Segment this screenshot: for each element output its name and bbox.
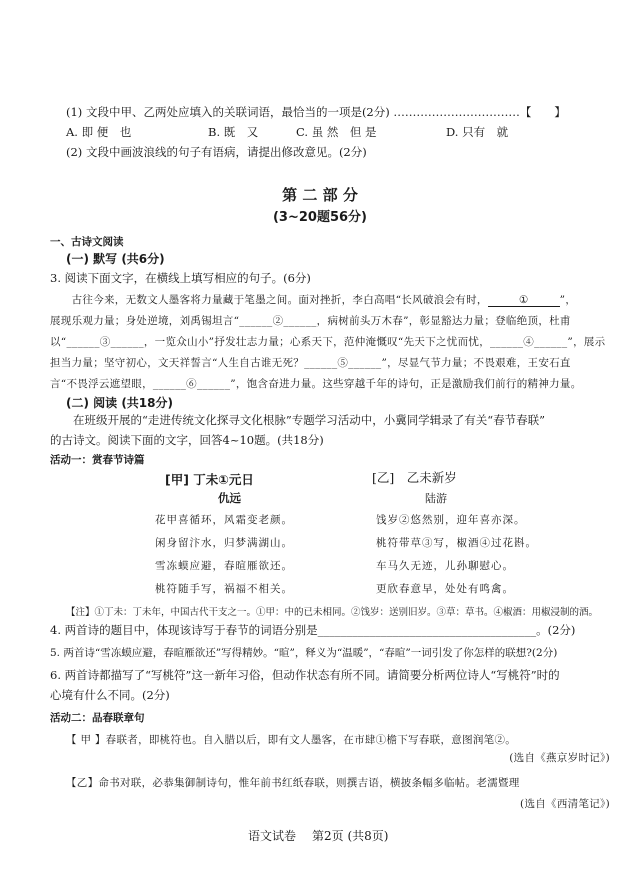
poem-b-line: 车马久无迹，儿孙聊慰心。 <box>376 560 514 572</box>
poem-b-line: 更欣春意早，处处有鸣禽。 <box>376 583 514 595</box>
question-3-line-5: 言“不畏浮云遮望眼，______⑥______”，饱含奋进力量。这些穿越千年的诗句，正是激励我们前行的精神力量。 <box>50 378 582 390</box>
footer-subject: 语文试卷 <box>248 829 297 843</box>
poem-a-line: 闲身留汴水，归梦满湖山。 <box>155 537 293 549</box>
question-1-option-d: D. 只有 就 <box>446 125 509 139</box>
q3-text-a: 古往今来，无数文人墨客将力量藏于笔墨之间。面对挫折，李白高唱“长风破浪会有时， <box>50 294 488 306</box>
question-6-line-2: 心境有什么不同。(2分) <box>50 688 170 702</box>
question-5: 5. 两首诗“雪冻蟆应避，春暄雁欲还”写得精妙。“暄”，释义为“温暖”，“春暄”一词引发了你怎样的联想?(2分) <box>50 647 558 659</box>
q3-text-b: ”， <box>559 294 577 306</box>
poem-a-title: [甲] 丁未①元日 <box>165 472 254 487</box>
passage-a-text: 【 甲 】春联者，即桃符也。自入腊以后，即有文人墨客，在市肆①檐下写春联，意图润笔②。 <box>66 734 517 746</box>
poem-b-line: 饯岁②悠然别，迎年喜亦深。 <box>376 514 526 526</box>
poem-b-line: 桃符带草③写，椒酒④过花斟。 <box>376 537 537 549</box>
passage-b-source: (选自《西清笔记》) <box>520 798 610 810</box>
part-title: 第 二 部 分 <box>282 186 358 204</box>
poem-a-line: 桃符随手写，祸福不相关。 <box>155 583 293 595</box>
answer-blank-1[interactable]: ① <box>488 294 560 307</box>
poem-a-line: 雪冻蟆应避，春暄雁欲还。 <box>155 560 293 572</box>
passage-b-text: 【乙】命书对联，必恭集御制诗句，惟年前书红纸春联，则撰吉语，横披条幅多临帖。老濡暨理 <box>66 777 520 789</box>
question-1-option-a: A. 即 便 也 <box>66 125 132 139</box>
part-subtitle: (3~20题56分) <box>272 210 367 225</box>
footer-page-number: 第2页 (共8页) <box>312 829 389 843</box>
poem-b-author: 陆游 <box>425 492 447 505</box>
question-3-stem: 3. 阅读下面文字，在横线上填写相应的句子。(6分) <box>50 271 311 285</box>
passage-a-source: (选自《燕京岁时记》) <box>509 752 610 764</box>
subsection-heading-reading: (二) 阅读 (共18分) <box>66 396 173 410</box>
question-3-line-1 <box>50 292 576 307</box>
subsection-heading: (一) 默写 (共6分) <box>66 252 165 266</box>
section-heading: 一、古诗文阅读 <box>50 236 124 248</box>
intro-line-1: 在班级开展的“走进传统文化探寻文化根脉”专题学习活动中，小冀同学辑录了有关“春节春联” <box>50 413 546 427</box>
question-2-stem: (2) 文段中画波浪线的句子有语病，请提出修改意见。(2分) <box>66 145 367 159</box>
question-1-option-b: B. 既 又 <box>208 125 259 139</box>
poem-a-author: 仇远 <box>218 491 241 505</box>
question-3-line-3: 以“______③______，一览众山小”抒发壮志力量；心系天下，范仲淹慨叹“先天下之忧而忧，______④______”，展示 <box>50 336 606 348</box>
activity-2-heading: 活动二：品春联章句 <box>50 712 145 724</box>
activity-1-heading: 活动一：赏春节诗篇 <box>50 454 145 466</box>
intro-line-2: 的古诗文。阅读下面的文字，回答4~10题。(共18分) <box>50 433 324 447</box>
poem-b-title: [乙] 乙未新岁 <box>372 470 457 485</box>
question-1-option-c: C. 虽 然 但 是 <box>296 125 377 139</box>
question-1-stem: (1) 文段中甲、乙两处应填入的关联词语，最恰当的一项是(2分) ……………………………【 】 <box>66 105 566 119</box>
question-3-line-2: 展现乐观力量；身处逆境，刘禹锡坦言“______②______，病树前头万木春”，彰显豁达力量；登临绝顶，杜甫 <box>50 315 571 327</box>
question-3-line-4: 担当力量；坚守初心，文天祥誓言“人生自古谁无死？______⑤______”，尽显气节力量；不畏艰难，王安石直 <box>50 357 571 369</box>
question-6-line-1: 6. 两首诗都描写了“写桃符”这一新年习俗，但动作状态有所不同。请简要分析两位诗人“写桃符”时的 <box>50 668 560 682</box>
annotation-note: 【注】①丁未：丁未年，中国古代干支之一。①甲：中的已未相同。②饯岁：送别旧岁。③草：草书。④椒酒：用椒浸制的酒。 <box>66 607 599 618</box>
question-4: 4. 两首诗的题目中，体现该诗写于春节的词语分别是______________________________________。(2分) <box>50 623 576 637</box>
poem-a-line: 花甲喜循环，风霜变老颜。 <box>155 514 293 526</box>
